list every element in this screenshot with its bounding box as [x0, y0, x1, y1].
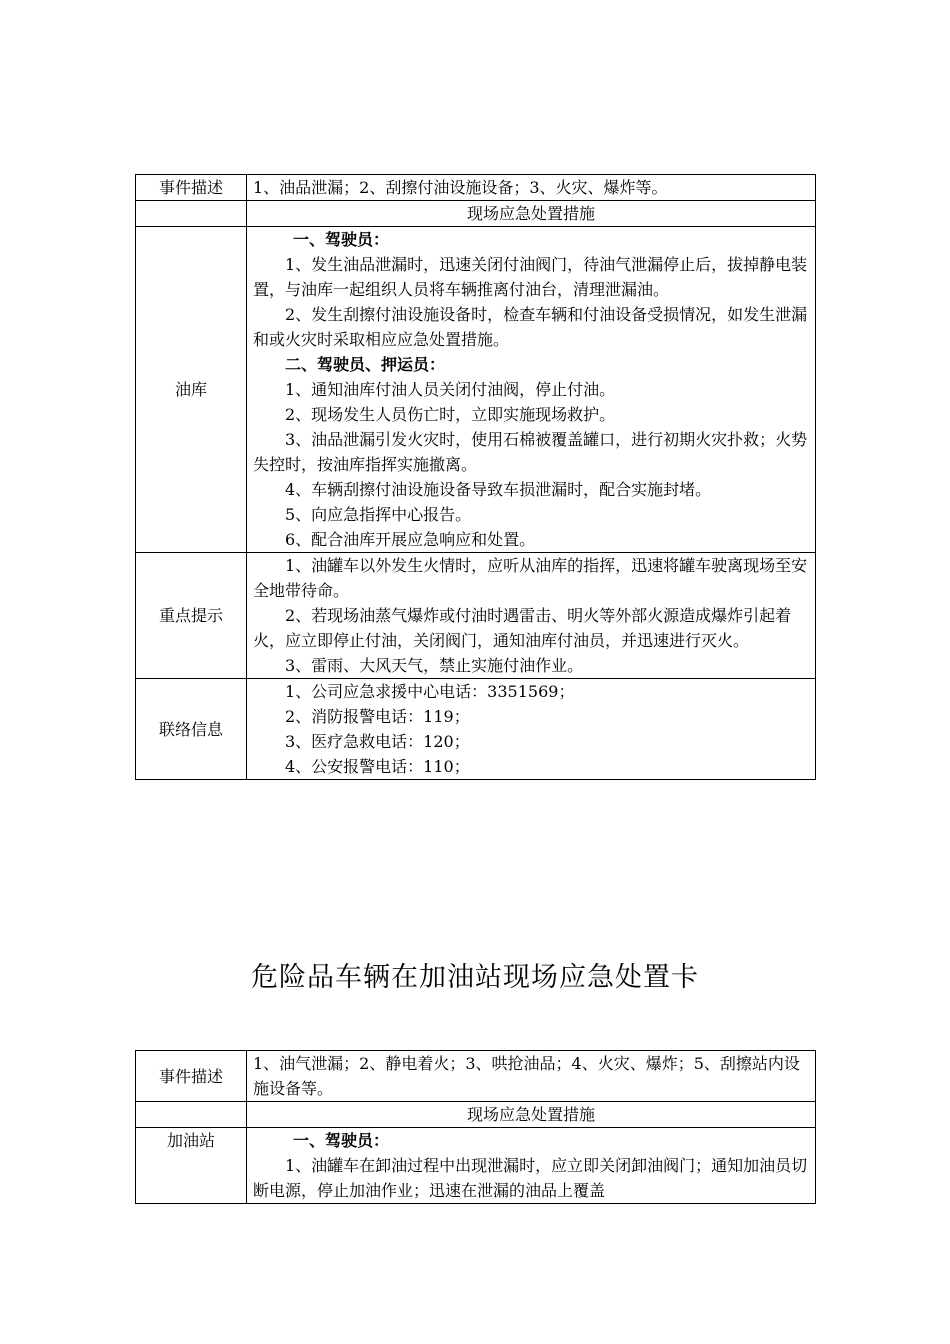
contact-item: 4、公安报警电话：110；: [285, 757, 470, 776]
event-row: [136, 175, 816, 201]
section-heading: 一、驾驶员：: [293, 1131, 390, 1150]
contact-content: [247, 679, 816, 780]
emergency-card-gas-station: [135, 1050, 816, 1204]
tips-label: 重点提示: [136, 553, 247, 679]
measure-item: 6、配合油库开展应急响应和处置。: [285, 530, 536, 549]
event-text: 1、油气泄漏；2、静电着火；3、哄抢油品；4、火灾、爆炸；5、刮擦站内设施设备等。: [247, 1051, 816, 1102]
measure-item: 5、向应急指挥中心报告。: [285, 505, 472, 524]
site-row: [136, 227, 816, 553]
event-label: 事件描述: [136, 1051, 247, 1102]
empty-cell: [136, 201, 247, 227]
card-title: 危险品车辆在加油站现场应急处置卡: [251, 962, 699, 993]
emergency-card-oil-depot: [135, 174, 816, 780]
contact-item: 2、消防报警电话：119；: [285, 707, 470, 726]
contact-item: 1、公司应急求援中心电话：3351569；: [285, 682, 575, 701]
tip-item: 3、雷雨、大风天气，禁止实施付油作业。: [285, 656, 584, 675]
measures-heading: 现场应急处置措施: [247, 201, 816, 227]
tips-content: [247, 553, 816, 679]
site-row: [136, 1128, 816, 1204]
section-heading: 一、驾驶员：: [293, 230, 390, 249]
measure-item: 4、车辆刮擦付油设施设备导致车损泄漏时，配合实施封堵。: [285, 480, 712, 499]
measures-heading-row: [136, 1102, 816, 1128]
event-label: 事件描述: [136, 175, 247, 201]
tip-item: 1、油罐车以外发生火情时，应听从油库的指挥，迅速将罐车驶离现场至安全地带待命。: [253, 556, 808, 600]
contact-item: 3、医疗急救电话：120；: [285, 732, 470, 751]
measure-item: 2、发生刮擦付油设施设备时，检查车辆和付油设备受损情况，如发生泄漏和或火灾时采取相应应急处置措施。: [253, 305, 808, 349]
tips-row: [136, 553, 816, 679]
site-label: 加油站: [136, 1128, 247, 1204]
contact-label: 联络信息: [136, 679, 247, 780]
site-measures: [247, 1128, 816, 1204]
section-heading: 二、驾驶员、押运员：: [285, 355, 446, 374]
event-text: 1、油品泄漏；2、刮擦付油设施设备；3、火灾、爆炸等。: [247, 175, 816, 201]
measure-item: 3、油品泄漏引发火灾时，使用石棉被覆盖罐口，进行初期火灾扑救；火势失控时，按油库指挥实施撤离。: [253, 430, 808, 474]
measure-item: 1、通知油库付油人员关闭付油阀，停止付油。: [285, 380, 616, 399]
site-measures: [247, 227, 816, 553]
measure-item: 2、现场发生人员伤亡时，立即实施现场救护。: [285, 405, 616, 424]
event-row: [136, 1051, 816, 1102]
measures-heading: 现场应急处置措施: [247, 1102, 816, 1128]
tip-item: 2、若现场油蒸气爆炸或付油时遇雷击、明火等外部火源造成爆炸引起着火，应立即停止付油，关闭阀门，通知油库付油员，并迅速进行灭火。: [253, 606, 792, 650]
contact-row: [136, 679, 816, 780]
measure-item: 1、发生油品泄漏时，迅速关闭付油阀门，待油气泄漏停止后，拔掉静电装置，与油库一起组织人员将车辆推离付油台，清理泄漏油。: [253, 255, 808, 299]
measures-heading-row: [136, 201, 816, 227]
empty-cell: [136, 1102, 247, 1128]
measure-item: 1、油罐车在卸油过程中出现泄漏时，应立即关闭卸油阀门；通知加油员切断电源，停止加油作业；迅速在泄漏的油品上覆盖: [253, 1156, 808, 1200]
site-label: 油库: [136, 227, 247, 553]
